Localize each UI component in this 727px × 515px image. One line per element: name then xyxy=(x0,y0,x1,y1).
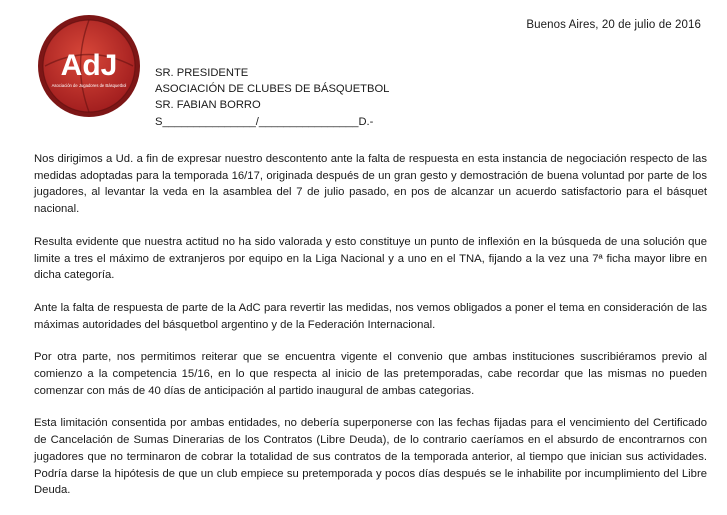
paragraph-3: Ante la falta de respuesta de parte de la AdC para revertir las medidas, nos vemos obligados a poner el tema en consideración de las máximas autoridades del básquetbol argentino y de la Federación Internacional. xyxy=(34,301,707,331)
recipient-name: SR. FABIAN BORRO xyxy=(155,99,261,112)
recipient-title: SR. PRESIDENTE xyxy=(155,67,249,79)
letter-body xyxy=(34,151,707,515)
recipient-organization: ASOCIACIÓN DE CLUBES DE BÁSQUETBOL xyxy=(155,83,390,96)
recipient-block xyxy=(155,65,575,130)
recipient-salutation: S_______________/________________D.- xyxy=(155,115,374,128)
paragraph-2: Resulta evidente que nuestra actitud no ha sido valorada y esto constituye un punto de inflexión en la búsqueda de una solución que limite a tres el máximo de extranjeros por equipo en la Liga Nacional y a uno en el TNA, fijando a la vez una 7ª ficha mayor libre en dicha categoría. xyxy=(34,235,707,282)
paragraph-5: Esta limitación consentida por ambas entidades, no debería superponerse con las fechas fijadas para el vencimiento del Certificado de Cancelación de Sumas Dinerarias de los Contratos (Libre Deuda), de lo contrario caeríamos en el absurdo de encontrarnos con jugadores que no terminaron de cobrar la totalidad de sus contratos de la temporada anterior, al tiempo que inician sus actividades. Podría darse la hipótesis de que un club empiece su pretemporada y pocos días después se le inhabilite por incumplimiento del Libre Deuda. xyxy=(34,417,707,497)
paragraph-1: Nos dirigimos a Ud. a fin de expresar nuestro descontento ante la falta de respuesta en esta instancia de negociación respecto de las medidas adoptadas para la temporada 16/17, originada después de un gran gesto y demostración de buena voluntad por parte de los jugadores, al levantar la veda en la asamblea del 7 de julio pasado, en pos de alcanzar un acuerdo satisfactorio para el básquet nacional. xyxy=(34,153,707,216)
logo-tagline: Asociación de Jugadores de Básquetbol xyxy=(51,83,127,88)
logo-monogram: AdJ xyxy=(60,49,118,82)
paragraph-4: Por otra parte, nos permitimos reiterar que se encuentra vigente el convenio que ambas instituciones suscribiéramos previo al comienzo a la competencia 15/16, en lo que respecta al inicio de las pretemporadas, cabe recordar que las mismas no pueden comenzar con más de 40 días de anticipación al partido inaugural de ambas categorias. xyxy=(34,351,707,397)
adj-logo-icon xyxy=(36,13,142,119)
letter-date: Buenos Aires, 20 de julio de 2016 xyxy=(526,19,701,31)
